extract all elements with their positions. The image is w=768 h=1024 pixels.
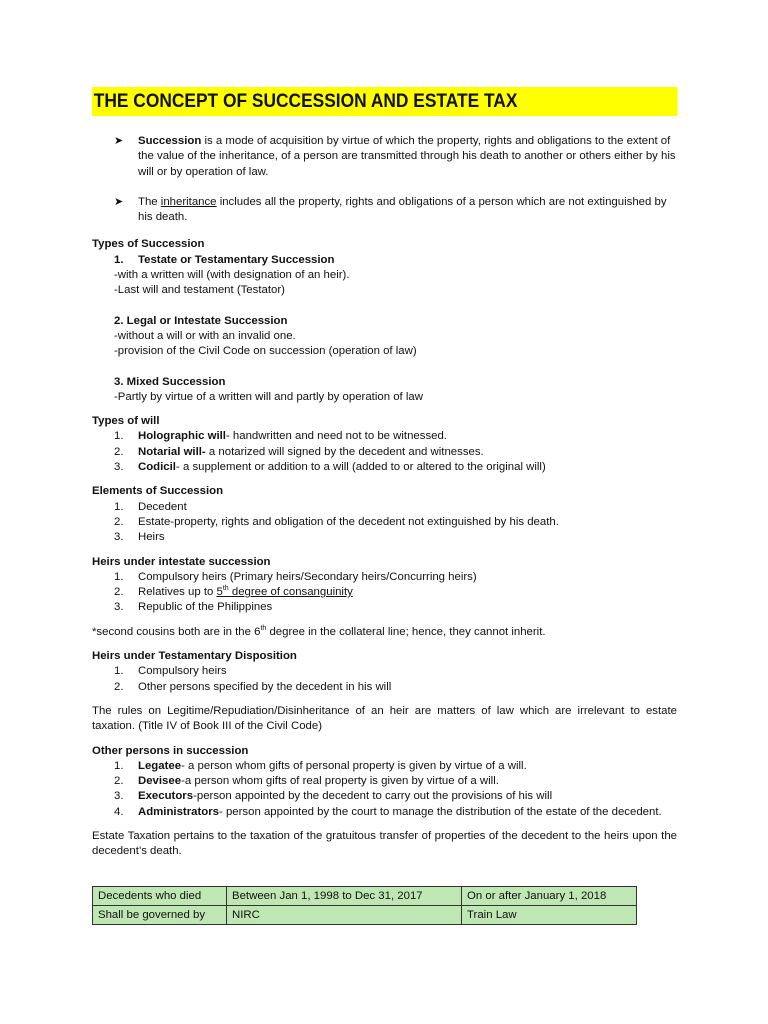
succession-type-2-line-1: -without a will or with an invalid one.	[114, 329, 296, 342]
page-title: THE CONCEPT OF SUCCESSION AND ESTATE TAX	[92, 87, 678, 116]
table-cell: On or after January 1, 2018	[462, 887, 637, 906]
list-number: 2.	[114, 775, 124, 788]
intro-bullets	[92, 134, 677, 225]
list-number: 1.	[114, 500, 124, 513]
list-number: 3.	[114, 790, 124, 803]
person-definition: -person appointed by the decedent to carry out the provisions of his will	[193, 790, 553, 803]
heir-text: Compulsory heirs (Primary heirs/Secondary heirs/Concurring heirs)	[138, 570, 477, 583]
will-definition: a notarized will signed by the decedent and witnesses.	[205, 445, 484, 458]
inheritance-prefix: The	[138, 195, 161, 208]
succession-type-2-line-2: -provision of the Civil Code on succession (operation of law)	[114, 345, 417, 358]
heir-text: Republic of the Philippines	[138, 601, 273, 614]
table-cell: Decedents who died	[93, 887, 227, 906]
table-row	[93, 906, 637, 925]
person-item	[92, 805, 677, 820]
arrow-bullet-icon: ➤	[114, 195, 124, 208]
heir-item	[92, 570, 677, 585]
list-number: 1.	[114, 665, 124, 678]
types-of-succession-section	[92, 237, 677, 405]
bullet-inheritance	[92, 195, 677, 226]
other-persons-heading: Other persons in succession	[92, 744, 249, 757]
list-number: 4.	[114, 805, 124, 818]
arrow-bullet-icon: ➤	[114, 135, 124, 147]
person-term: Legatee	[138, 759, 182, 772]
estate-taxation-paragraph: Estate Taxation pertains to the taxation of the gratuitous transfer of properties of the decedent to the heirs upon the decedent’s death.	[92, 829, 677, 858]
list-number: 3.	[114, 531, 124, 544]
succession-type-1-line-2: -Last will and testament (Testator)	[114, 284, 285, 297]
will-item	[92, 460, 677, 475]
table-cell: Train Law	[462, 906, 637, 925]
will-item	[92, 445, 677, 460]
note-suffix: degree in the collateral line; hence, they cannot inherit.	[266, 625, 546, 638]
will-term: Codicil	[138, 461, 176, 474]
element-item	[92, 515, 677, 530]
table-cell: Shall be governed by	[93, 906, 227, 925]
will-term: Holographic will	[138, 430, 226, 443]
person-definition: -a person whom gifts of real property is given by virtue of a will.	[181, 775, 499, 788]
list-number: 1.	[114, 759, 124, 772]
list-number: 2.	[114, 515, 124, 528]
term-inheritance: inheritance	[160, 195, 217, 208]
person-item	[92, 789, 677, 804]
person-definition: - a person whom gifts of personal property is given by virtue of a will.	[181, 759, 527, 772]
testamentary-heirs-heading: Heirs under Testamentary Disposition	[92, 650, 297, 663]
inheritance-definition: includes all the property, rights and obligations of a person which are not extinguished by his death.	[138, 195, 667, 224]
succession-type-3-title: 3. Mixed Succession	[114, 375, 226, 388]
table-cell: Between Jan 1, 1998 to Dec 31, 2017	[227, 887, 462, 906]
other-persons-section	[92, 744, 677, 820]
list-number: 2.	[114, 586, 124, 599]
intestate-heirs-section	[92, 555, 677, 616]
types-of-will-heading: Types of will	[92, 415, 160, 428]
heir-item	[92, 585, 677, 600]
degree-number: 5	[216, 586, 223, 599]
elements-heading: Elements of Succession	[92, 485, 224, 498]
person-term: Executors	[138, 790, 194, 803]
list-number: 1.	[114, 253, 124, 266]
rules-paragraph: The rules on Legitime/Repudiation/Disinheritance of an heir are matters of law which are irrelevant to estate taxation. (Title IV of Book III of the Civil Code)	[92, 704, 677, 733]
succession-type-3-line-1: -Partly by virtue of a written will and partly by operation of law	[114, 390, 423, 403]
list-number: 3.	[114, 601, 124, 614]
person-item	[92, 759, 677, 774]
table-row	[93, 887, 637, 906]
heir-text: Other persons specified by the decedent in his will	[138, 680, 392, 693]
degree-text: degree of consanguinity	[228, 586, 353, 599]
second-cousins-note	[92, 625, 677, 640]
term-succession: Succession	[138, 135, 202, 147]
element-text: Decedent	[138, 500, 187, 513]
person-item	[92, 774, 677, 789]
person-definition: - person appointed by the court to manage the distribution of the estate of the decedent.	[219, 805, 662, 818]
elements-section	[92, 484, 677, 545]
heir-item	[92, 680, 677, 695]
heir-text: Compulsory heirs	[138, 665, 227, 678]
ordinal-suffix: th	[260, 624, 267, 632]
person-term: Devisee	[138, 775, 182, 788]
heir-text: Relatives up to	[138, 586, 217, 599]
element-item	[92, 530, 677, 545]
will-definition: - handwritten and need not to be witnessed.	[225, 430, 447, 443]
bullet-succession	[92, 134, 677, 180]
types-of-will-section	[92, 414, 677, 475]
table-cell: NIRC	[227, 906, 462, 925]
element-item	[92, 500, 677, 515]
list-number: 1.	[114, 570, 124, 583]
list-number: 1.	[114, 430, 124, 443]
person-term: Administrators	[138, 805, 220, 818]
will-definition: - a supplement or addition to a will (added to or altered to the original will)	[175, 461, 546, 474]
ordinal-suffix: th	[222, 585, 229, 593]
document-body	[92, 87, 677, 869]
succession-type-1-line-1: -with a written will (with designation of an heir).	[114, 269, 350, 282]
element-text: Heirs	[138, 531, 165, 544]
succession-type-1-title: Testate or Testamentary Succession	[138, 253, 335, 266]
testamentary-heirs-section	[92, 649, 677, 695]
will-term: Notarial will-	[138, 445, 206, 458]
succession-type-1	[92, 253, 677, 268]
list-number: 2.	[114, 680, 124, 693]
element-text: Estate-property, rights and obligation of the decedent not extinguished by his death.	[138, 515, 559, 528]
note-prefix: *second cousins both are in the 6	[92, 625, 261, 638]
succession-type-2-title: 2. Legal or Intestate Succession	[114, 314, 288, 327]
intestate-heirs-heading: Heirs under intestate succession	[92, 555, 271, 568]
list-number: 2.	[114, 445, 124, 458]
heir-item	[92, 600, 677, 615]
types-of-succession-heading: Types of Succession	[92, 238, 205, 251]
governing-law-table	[92, 886, 637, 925]
heir-item	[92, 664, 677, 679]
list-number: 3.	[114, 461, 124, 474]
will-item	[92, 429, 677, 444]
succession-definition: is a mode of acquisition by virtue of which the property, rights and obligations to the extent of the value of the inheritance, of a person are transmitted through his death to another or others either by his will or by operation of law.	[138, 135, 676, 178]
